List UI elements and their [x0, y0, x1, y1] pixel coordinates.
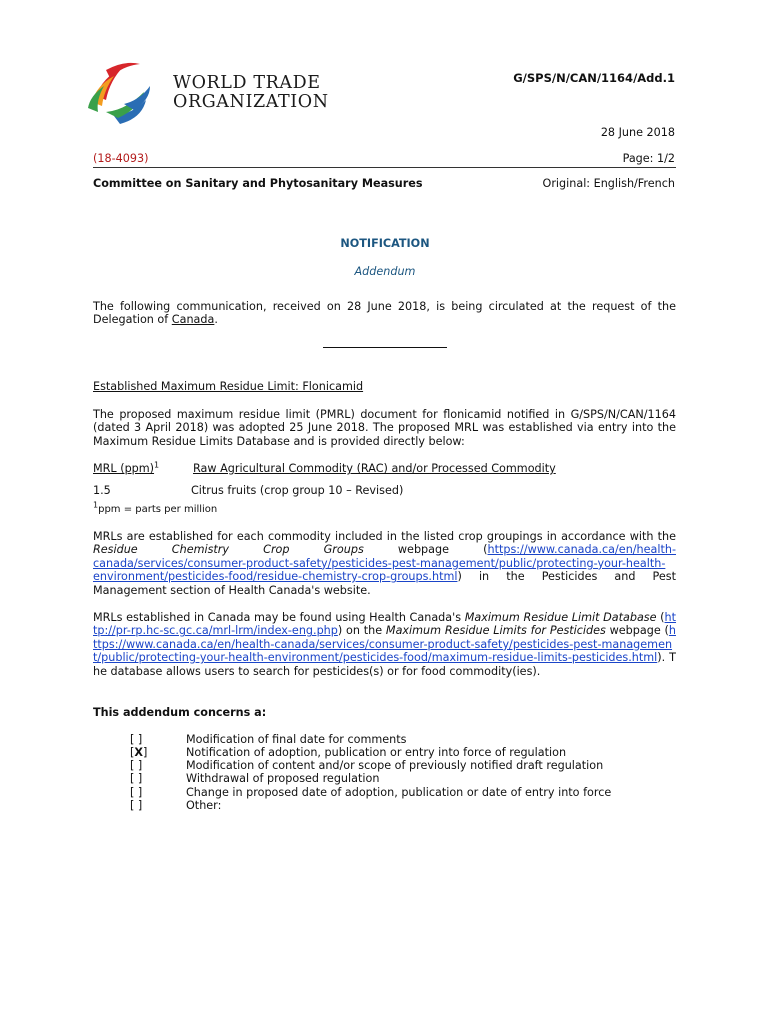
crop-groups-paragraph: MRLs are established for each commodity included in the listed crop groupings in accordance with the Residue Chemistry Crop Groups webpage (https://www.canada.ca/en/health-canada/services/consumer-product-safety/pesticides-pest-management/public/protecting-your-health-environment/pesticides-food/residue-chemistry-crop-groups.html) in the Pesticides and Pest Management section of Health Canada's website.	[93, 530, 676, 597]
commodity-column-header: Raw Agricultural Commodity (RAC) and/or Processed Commodity	[193, 462, 556, 475]
footnote: $^1$ppm = parts per million	[93, 500, 218, 515]
concern-label: Change in proposed date of adoption, publication or date of entry into force	[186, 786, 612, 799]
concern-label: Modification of final date for comments	[186, 733, 407, 746]
document-reference: G/SPS/N/CAN/1164/Add.1	[513, 71, 675, 85]
header-divider	[93, 167, 676, 168]
commodity-value: Citrus fruits (crop group 10 – Revised)	[191, 484, 404, 497]
document-number: (18-4093)	[93, 152, 149, 165]
org-name-line2: ORGANIZATION	[173, 92, 329, 112]
wto-logo-icon	[84, 56, 164, 128]
org-name-line1: WORLD TRADE	[173, 73, 321, 93]
section-heading: Established Maximum Residue Limit: Flonicamid	[93, 380, 364, 393]
checkbox-final-date[interactable]: [ ]	[130, 733, 143, 746]
country-name: Canada	[171, 313, 215, 327]
organization-name	[173, 74, 329, 112]
mrl-column-header: MRL (ppm)$^1$	[93, 460, 160, 475]
concern-label: Modification of content and/or scope of previously notified draft regulation	[186, 759, 604, 772]
mrl-database-link[interactable]: http://pr-rp.hc-sc.gc.ca/mrl-lrm/index-eng.php	[93, 611, 677, 638]
concern-label: Other:	[186, 799, 222, 812]
committee-name: Committee on Sanitary and Phytosanitary Measures	[93, 177, 423, 190]
checkbox-mark: X	[134, 746, 144, 759]
checkbox-other[interactable]: [ ]	[130, 799, 143, 812]
page-indicator: Page: 1/2	[622, 152, 675, 165]
notification-title: NOTIFICATION	[340, 237, 430, 250]
checkbox-content-modification[interactable]: [ ]	[130, 759, 143, 772]
checkbox-date-change[interactable]: [ ]	[130, 786, 143, 799]
mrl-value: 1.5	[93, 484, 111, 497]
section-separator	[323, 347, 447, 348]
crop-groups-link[interactable]: https://www.canada.ca/en/health-canada/services/consumer-product-safety/pesticides-pest-management/public/protecting-your-health-environment/pesticides-food/residue-chemistry-crop-groups.html	[93, 543, 676, 584]
document-date: 28 June 2018	[600, 126, 675, 139]
checkbox-adoption[interactable]: [X]	[130, 746, 148, 759]
concern-label: Withdrawal of proposed regulation	[186, 772, 380, 785]
original-language: Original: English/French	[542, 177, 675, 190]
intro-paragraph: The following communication, received on 28 June 2018, is being circulated at the request of the Delegation of Canada.	[93, 300, 676, 327]
mrl-pesticides-link[interactable]: https://www.canada.ca/en/health-canada/services/consumer-product-safety/pesticides-pest-management/public/protecting-your-health-environment/pesticides-food/maximum-residue-limits-pesticides.html	[93, 624, 676, 665]
addendum-subtitle: Addendum	[354, 265, 416, 278]
mrl-database-paragraph: MRLs established in Canada may be found using Health Canada's Maximum Residue Limit Database (http://pr-rp.hc-sc.gc.ca/mrl-lrm/index-eng.php) on the Maximum Residue Limits for Pesticides webpage (https://www.canada.ca/en/health-canada/services/consumer-product-safety/pesticides-pest-management/public/protecting-your-health-environment/pesticides-food/maximum-residue-limits-pesticides.html). The database allows users to search for pesticides(s) or for food commodity(ies).	[93, 611, 677, 678]
section-paragraph: The proposed maximum residue limit (PMRL) document for flonicamid notified in G/SPS/N/CAN/1164 (dated 3 April 2018) was adopted 25 June 2018. The proposed MRL was established via entry into the Maximum Residue Limits Database and is provided directly below:	[93, 408, 676, 448]
checkbox-withdrawal[interactable]: [ ]	[130, 772, 143, 785]
concern-label: Notification of adoption, publication or entry into force of regulation	[186, 746, 567, 759]
concerns-heading: This addendum concerns a:	[93, 706, 267, 719]
